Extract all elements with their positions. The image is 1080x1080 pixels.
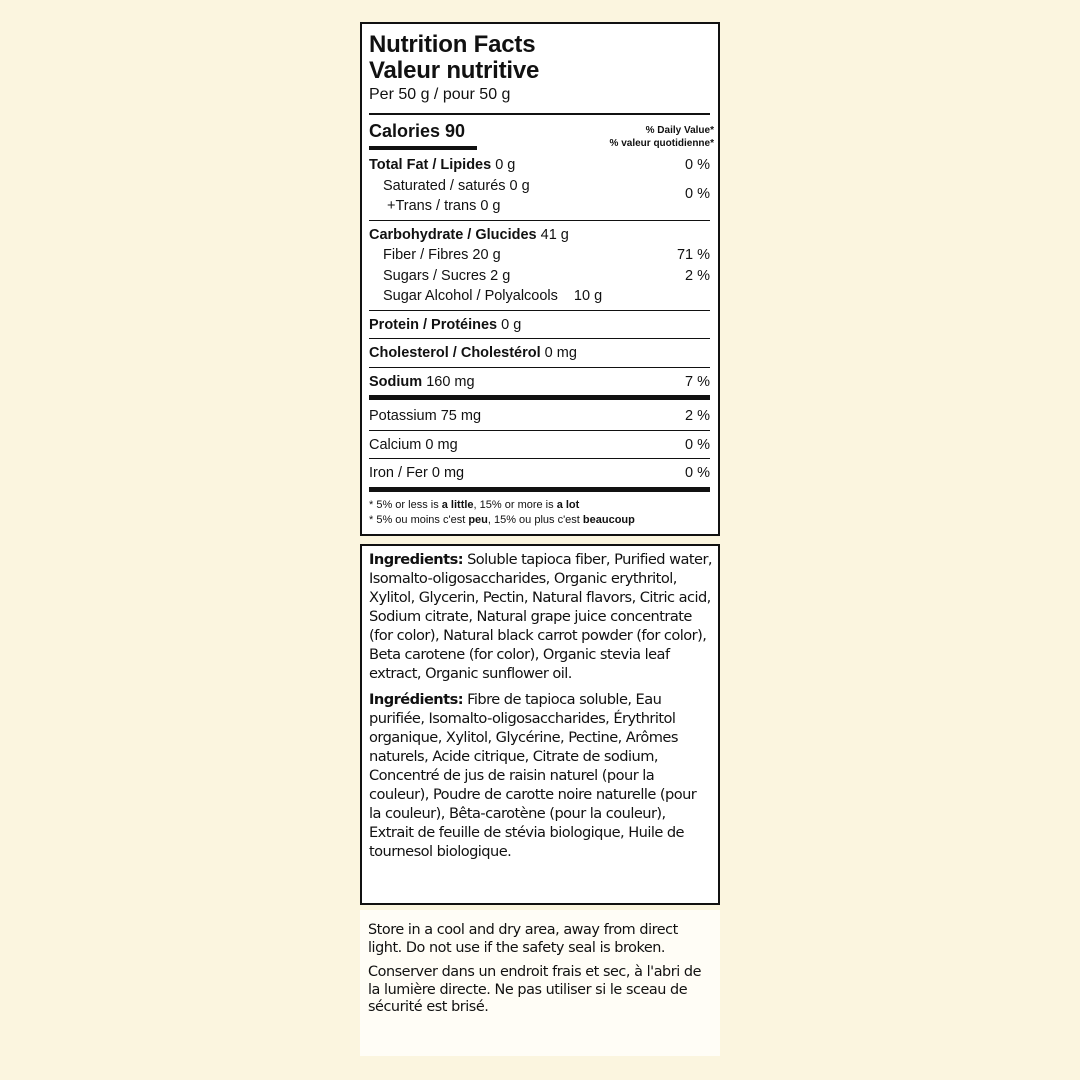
footnote-bold: a lot <box>556 498 580 511</box>
fiber-row <box>369 245 710 266</box>
calcium-label: Calcium 0 mg <box>369 436 458 453</box>
footnote-bold: beaucoup <box>582 513 635 526</box>
carbohydrate-label: Carbohydrate / Glucides <box>369 226 537 243</box>
calcium-pct: 0 % <box>685 436 710 453</box>
footnote-text: * 5% ou moins c'est <box>369 513 469 526</box>
ingredients-fr-label: Ingrédients: <box>369 691 463 708</box>
sugars-pct: 2 % <box>685 267 710 284</box>
total-fat-label: Total Fat / Lipides <box>369 157 492 173</box>
protein-amount: 0 g <box>497 316 522 333</box>
potassium-block <box>369 400 710 430</box>
calcium-row <box>369 435 710 456</box>
sodium-pct: 7 % <box>685 373 710 390</box>
cholesterol-label: Cholesterol / Cholestérol <box>369 345 541 361</box>
trans-label: +Trans / trans 0 g <box>387 198 501 214</box>
iron-label: Iron / Fer 0 mg <box>369 465 465 481</box>
carbohydrate-amount: 41 g <box>536 226 569 243</box>
title-en: Nutrition Facts <box>369 31 536 58</box>
fat-block <box>369 151 710 220</box>
sodium-label: Sodium <box>369 373 423 390</box>
nutrition-facts-panel <box>360 22 720 536</box>
total-fat-amount: 0 g <box>491 157 516 173</box>
cholesterol-amount: 0 mg <box>540 345 577 361</box>
fiber-label: Fiber / Fibres 20 g <box>383 247 501 263</box>
total-fat-row <box>369 155 710 176</box>
ingredients-en <box>369 550 712 683</box>
potassium-row <box>369 406 710 427</box>
carb-block <box>369 221 710 310</box>
ingredients-fr <box>369 690 712 861</box>
sugars-label: Sugars / Sucres 2 g <box>383 267 511 284</box>
sodium-amount: 160 mg <box>422 373 475 390</box>
sugars-row <box>369 266 710 287</box>
footnote-en <box>369 498 710 513</box>
ingredients-en-text: Soluble tapioca fiber, Purified water, Isomalto-oligosaccharides, Organic erythritol, Xylitol, Glycerin, Pectin, Natural flavors, Citric acid, Sodium citrate, Natural grape juice concentrate (for color), Natural black carrot powder (for color), Beta carotene (for color), Organic stevia leaf extract, Organic sunflower oil. <box>369 551 712 682</box>
calcium-block <box>369 431 710 459</box>
sat-trans-group <box>369 176 710 217</box>
saturated-row <box>369 176 710 197</box>
total-fat-pct: 0 % <box>685 157 710 173</box>
footnote-fr <box>369 513 710 528</box>
potassium-label: Potassium 75 mg <box>369 408 482 424</box>
protein-block <box>369 311 710 339</box>
daily-value-en: % Daily Value* <box>645 125 714 136</box>
calories-underline <box>369 146 477 150</box>
protein-label: Protein / Protéines <box>369 316 498 333</box>
cholesterol-row <box>369 343 710 364</box>
serving-size: Per 50 g / pour 50 g <box>369 86 511 103</box>
footnote <box>369 492 710 528</box>
iron-pct: 0 % <box>685 465 710 481</box>
carbohydrate-row <box>369 225 710 246</box>
footnote-text: , 15% ou plus c'est <box>487 513 583 526</box>
calories-label: Calories 90 <box>369 121 466 141</box>
footnote-text: * 5% or less is <box>369 498 442 511</box>
ingredients-fr-text: Fibre de tapioca soluble, Eau purifiée, Isomalto-oligosaccharides, Érythritol organique, Xylitol, Glycérine, Pectine, Arômes naturels, Acide citrique, Citrate de sodium, Concentré de jus de raisin naturel (pour la couleur), Poudre de carotte noire naturelle (pour la couleur), Bêta-carotène (pour la couleur), Extrait de feuille de stévia biologique, Huile de tournesol biologique. <box>369 691 697 860</box>
sugar-alcohol-label: Sugar Alcohol / Polyalcools <box>383 288 558 304</box>
storage-en: Store in a cool and dry area, away from direct light. Do not use if the safety seal is broken. <box>368 922 678 956</box>
footnote-bold: a little <box>441 498 474 511</box>
potassium-pct: 2 % <box>685 408 710 424</box>
fiber-pct: 71 % <box>676 247 710 263</box>
saturated-label: Saturated / saturés 0 g <box>383 177 530 194</box>
sat-trans-pct: 0 % <box>685 185 710 202</box>
cholesterol-block <box>369 339 710 367</box>
daily-value-fr: % valeur quotidienne* <box>609 138 714 149</box>
ingredients-panel <box>360 544 720 905</box>
title-fr: Valeur nutritive <box>369 57 540 84</box>
storage-fr: Conserver dans un endroit frais et sec, à l'abri de la lumière directe. Ne pas utiliser si le sceau de sécurité est brisé. <box>368 964 701 1015</box>
sugar-alcohol-row <box>369 286 710 307</box>
iron-row <box>369 463 710 484</box>
sugar-alcohol-amount: 10 g <box>573 288 603 304</box>
sodium-row <box>369 372 710 393</box>
protein-row <box>369 315 710 336</box>
footnote-text: , 15% or more is <box>473 498 557 511</box>
calories-row <box>369 115 714 151</box>
iron-block <box>369 459 710 487</box>
daily-value-header <box>610 124 714 150</box>
sodium-block <box>369 368 710 396</box>
ingredients-en-label: Ingredients: <box>369 551 463 568</box>
footnote-bold: peu <box>468 513 488 526</box>
trans-row <box>369 196 710 217</box>
storage-panel <box>360 910 720 1056</box>
